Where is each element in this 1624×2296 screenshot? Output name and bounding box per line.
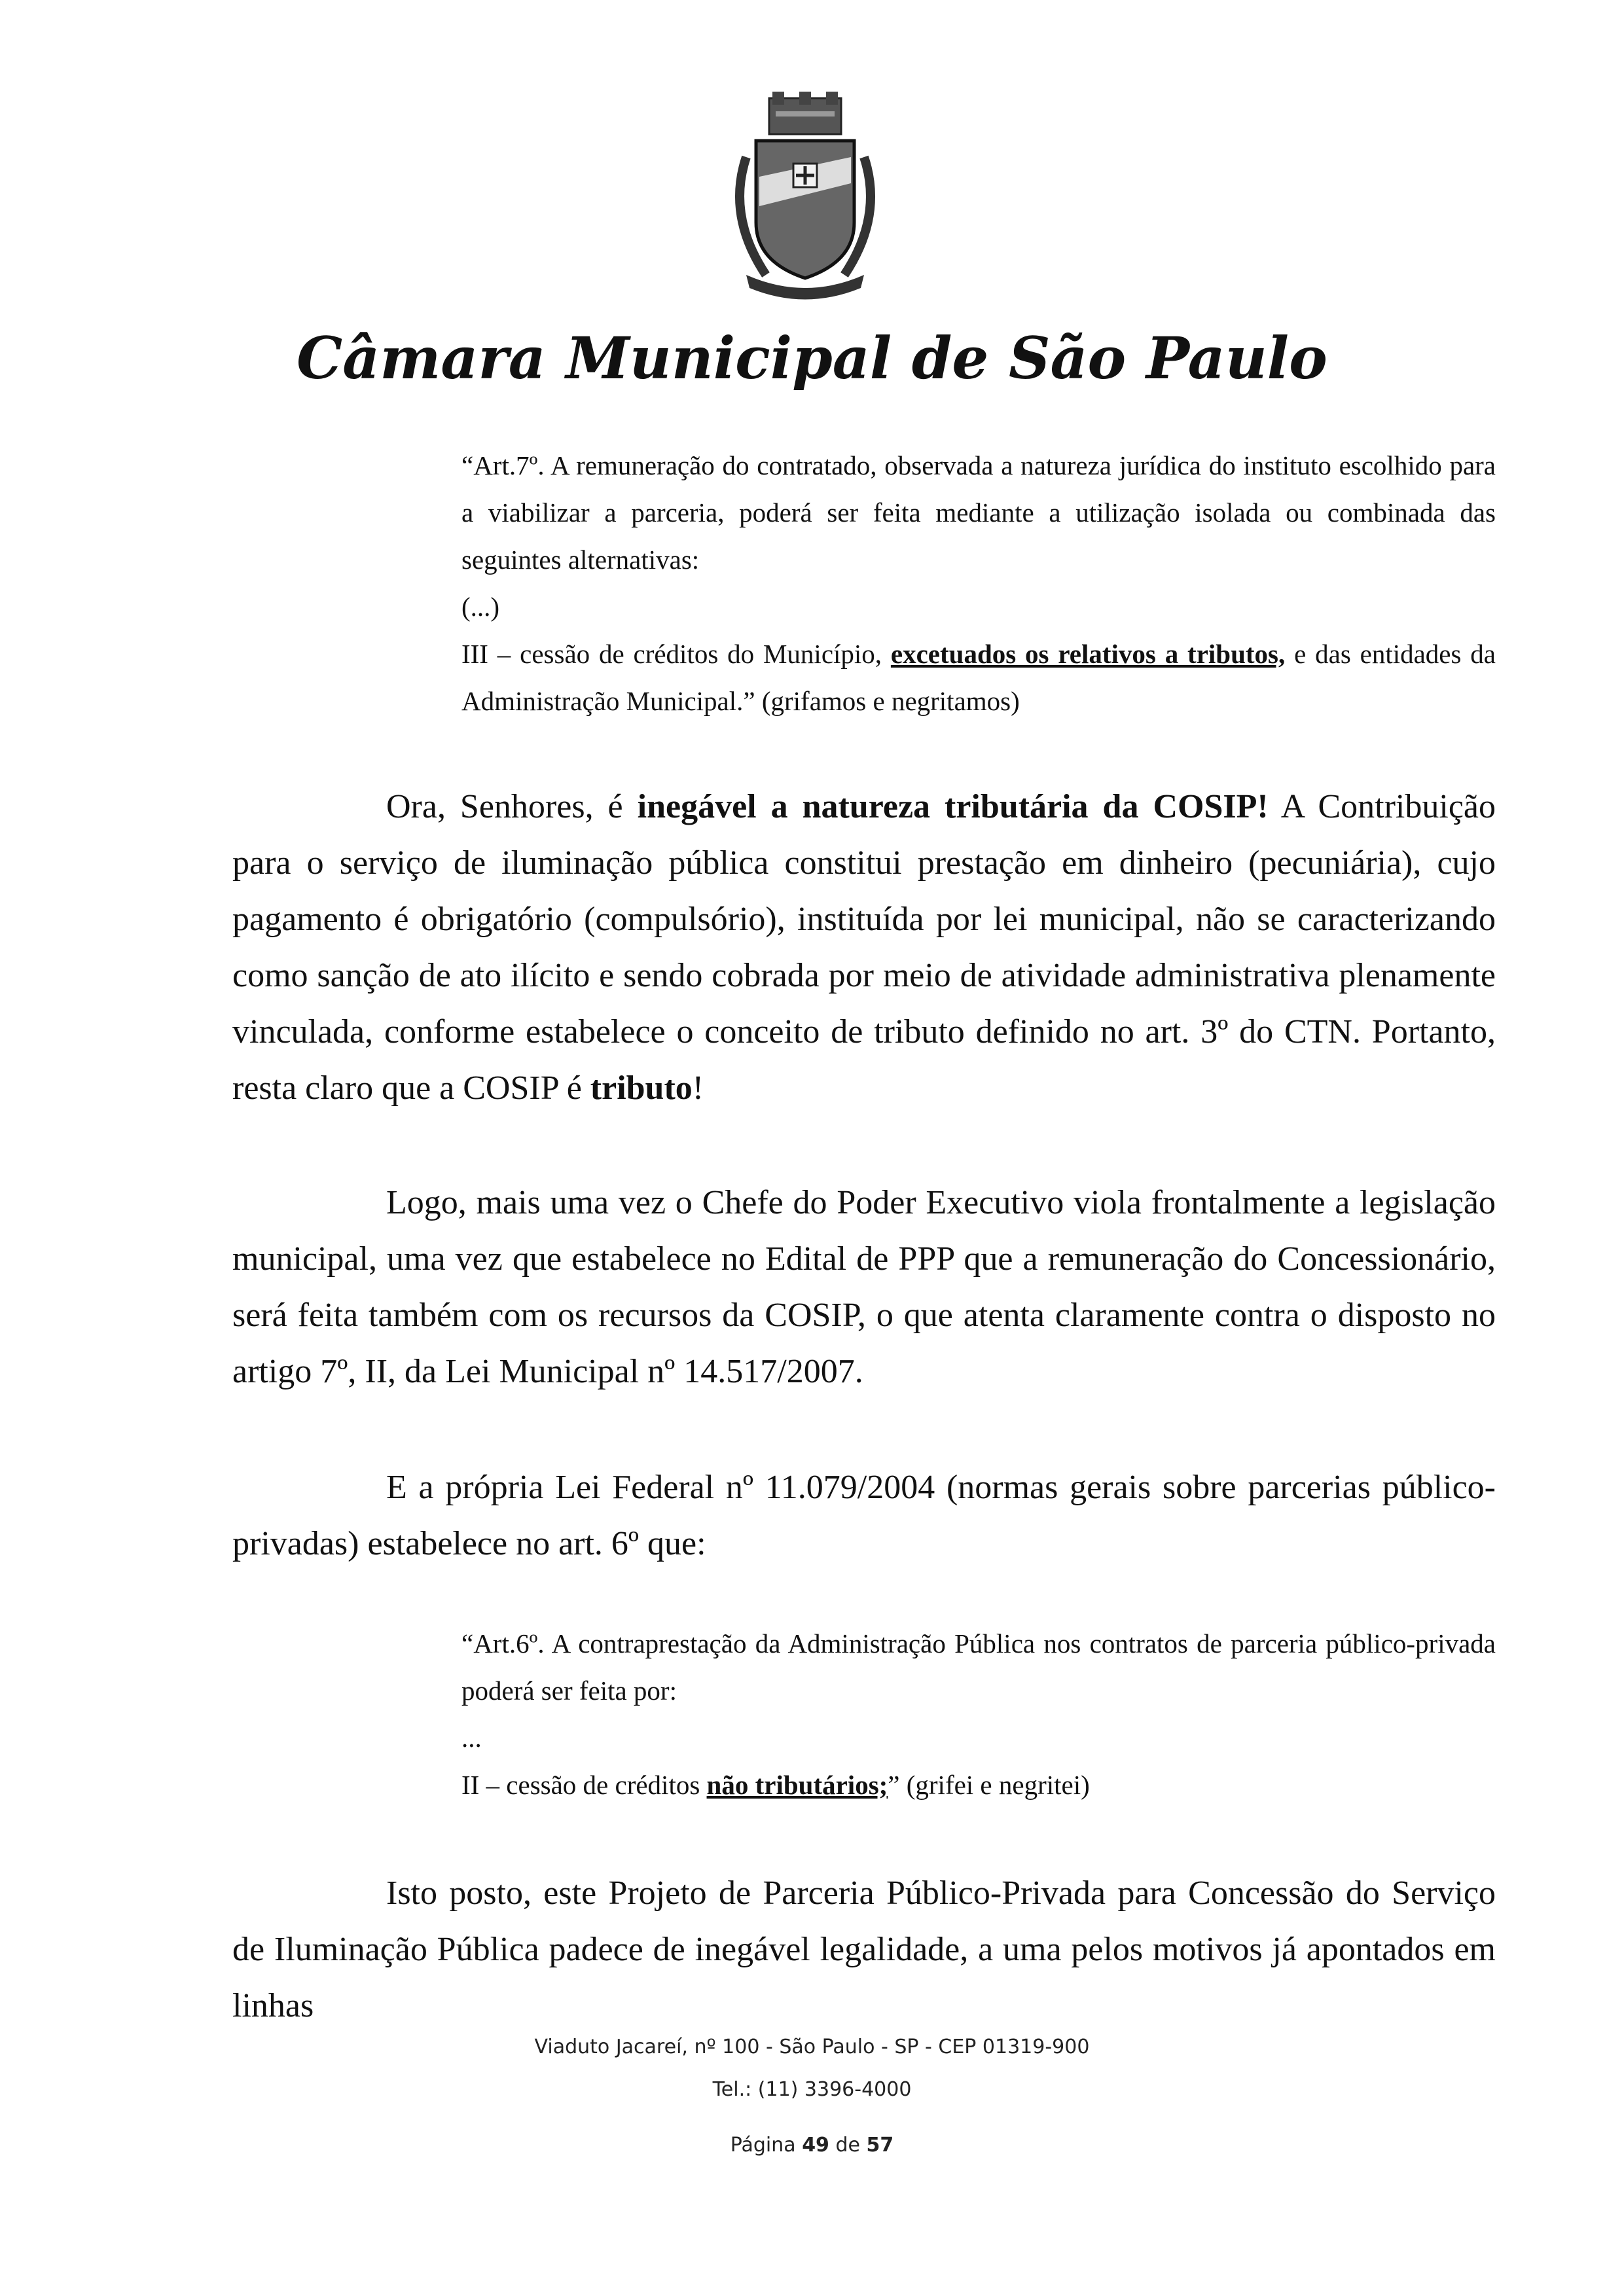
quote-art7-item-pre: III – cessão de créditos do Município, — [461, 639, 891, 669]
page-number-mid: de — [829, 2134, 867, 2157]
quote-art6-item-bold: não tributários; — [706, 1770, 888, 1800]
footer-phone: Tel.: (11) 3396-4000 — [712, 2078, 912, 2101]
paragraph-cosip — [232, 779, 1496, 1117]
quote-art6 — [461, 1620, 1496, 1808]
paragraph-cosip-text — [232, 779, 1496, 1117]
paragraph-lei-federal — [232, 1460, 1496, 1572]
quote-art6-ellipsis: ... — [461, 1723, 482, 1753]
quote-art7 — [461, 442, 1496, 725]
quote-art6-item-pre: II – cessão de créditos — [461, 1770, 707, 1800]
coat-of-arms-icon — [720, 92, 890, 301]
quote-art6-item-post: ” (grifei e negritei) — [888, 1770, 1090, 1800]
page-number-current: 49 — [802, 2134, 829, 2157]
quote-art7-item-post: e das entidades da Administração Municipal.” (grifamos e negritamos) — [461, 639, 1496, 716]
paragraph-executivo-text: Logo, mais uma vez o Chefe do Poder Executivo viola frontalmente a legislação municipal, uma vez que estabelece no Edital de PPP que a remuneração do Concessionário, será feita também com os recursos da COSIP, o que atenta claramente contra o disposto no artigo 7º, II, da Lei Municipal nº 14.517/2007. — [232, 1184, 1496, 1390]
quote-art7-item — [461, 630, 1496, 725]
quote-art7-item-bold: excetuados os relativos a tributos, — [890, 639, 1286, 669]
page-number — [0, 2134, 1624, 2157]
paragraph-cosip-end: ! — [692, 1069, 704, 1107]
paragraph-cosip-bold: inegável a natureza tributária da COSIP! — [637, 788, 1269, 825]
paragraph-cosip-bold2: tributo — [590, 1069, 693, 1107]
quote-art6-text: “Art.6º. A contraprestação da Administração Pública nos contratos de parceria público-privada poderá ser feita por: — [461, 1628, 1496, 1706]
page-title: Câmara Municipal de São Paulo — [297, 324, 1327, 392]
paragraph-conclusao — [232, 1865, 1496, 2034]
quote-art6-item — [461, 1761, 1496, 1808]
paragraph-lei-federal-text: E a própria Lei Federal nº 11.079/2004 (normas gerais sobre parcerias público-privadas) estabelece no art. 6º que: — [232, 1469, 1496, 1562]
footer-address: Viaduto Jacareí, nº 100 - São Paulo - SP - CEP 01319-900 — [534, 2036, 1090, 2058]
page-number-prefix: Página — [730, 2134, 803, 2157]
paragraph-cosip-pre: Ora, Senhores, é — [386, 788, 638, 825]
paragraph-executivo — [232, 1175, 1496, 1400]
paragraph-cosip-post: A Contribuição para o serviço de iluminação pública constitui prestação em dinheiro (pecuniária), cujo pagamento é obrigatório (compulsório), instituída por lei municipal, não se caracterizando como sanção de ato ilícito e sendo cobrada por meio de atividade administrativa plenamente vinculada, conforme estabelece o conceito de tributo definido no art. 3º do CTN. Portanto, resta claro que a COSIP é — [232, 788, 1496, 1107]
page-number-total: 57 — [866, 2134, 894, 2157]
quote-art7-ellipsis: (...) — [461, 592, 500, 622]
paragraph-conclusao-text: Isto posto, este Projeto de Parceria Público-Privada para Concessão do Serviço de Iluminação Pública padece de inegável legalidade, a uma pelos motivos já apontados em linhas — [232, 1874, 1496, 2024]
quote-art7-text: “Art.7º. A remuneração do contratado, observada a natureza jurídica do instituto escolhido para a viabilizar a parceria, poderá ser feita mediante a utilização isolada ou combinada das seguintes alternativas: — [461, 450, 1496, 575]
